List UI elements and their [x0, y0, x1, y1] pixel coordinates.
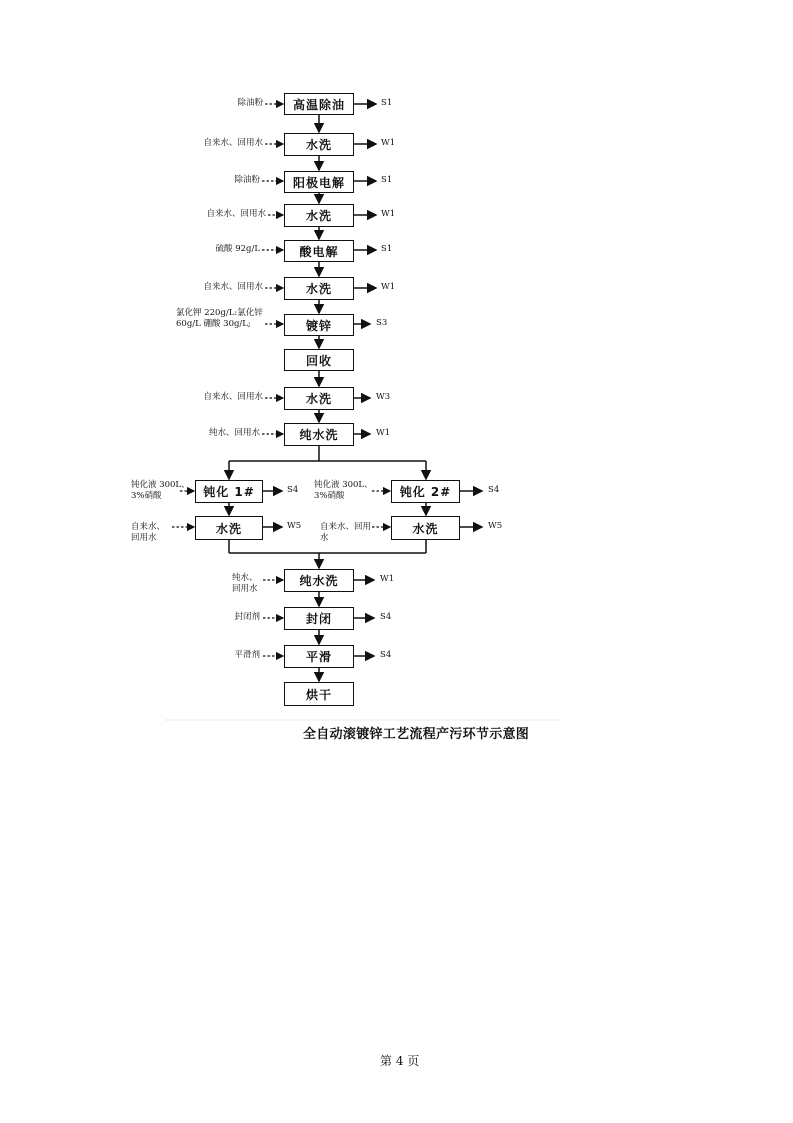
step-label: 纯水洗 — [299, 574, 339, 588]
input-label: 除油粉 — [234, 175, 260, 185]
step-label: 纯水洗 — [299, 428, 339, 442]
input-label: 自来水、回用水 — [203, 392, 263, 402]
step-wash-1-box — [284, 133, 354, 156]
step-passivation-1-box — [195, 480, 263, 503]
step-label: 钝化 2# — [399, 485, 452, 499]
input-label-line: 水 — [320, 533, 329, 543]
output-label: W5 — [488, 521, 503, 531]
input-label-line: 自来水、回用 — [320, 522, 372, 532]
input-label-line: 3%硝酸 — [131, 491, 162, 501]
output-label: S1 — [381, 175, 393, 185]
step-label: 烘干 — [305, 687, 332, 702]
step-galvanizing-box — [284, 314, 354, 336]
step-label: 水洗 — [215, 521, 242, 536]
output-label: W1 — [381, 282, 396, 292]
input-label-line: 钝化液 300L、 — [314, 480, 373, 490]
step-label: 水洗 — [305, 392, 332, 406]
output-label: W5 — [287, 521, 302, 531]
output-label: W1 — [381, 138, 396, 148]
input-label — [232, 573, 258, 595]
step-label: 水洗 — [305, 138, 332, 152]
figure-caption: 全自动滚镀锌工艺流程产污环节示意图 — [303, 727, 530, 742]
step-wash-2-box — [284, 204, 354, 227]
input-label-line: 纯水、 — [232, 573, 258, 583]
step-anodic-electrolysis-box — [284, 171, 354, 193]
input-label: 除油粉 — [237, 98, 263, 108]
step-label: 回收 — [305, 353, 332, 368]
output-label: S4 — [287, 485, 299, 495]
step-recovery-box — [284, 349, 354, 371]
input-label: 自来水、回用水 — [203, 138, 263, 148]
input-label-line: 氯化钾 220g/L:氯化锌 — [176, 308, 263, 318]
input-label: 自来水、回用水 — [206, 209, 266, 219]
input-label — [131, 480, 190, 502]
input-label: 自来水、回用水 — [203, 282, 263, 292]
step-degreasing-box — [284, 93, 354, 115]
step-label: 高温除油 — [292, 97, 345, 112]
input-label: 封闭剂 — [234, 612, 260, 622]
step-smoothing-box — [284, 645, 354, 668]
input-label-line: 自来水、 — [131, 522, 166, 532]
output-label: W3 — [376, 392, 391, 402]
input-label — [176, 308, 263, 330]
step-wash-5b-box — [391, 516, 460, 540]
step-wash-3-box — [284, 277, 354, 300]
step-label: 酸电解 — [299, 244, 339, 259]
step-drying-box — [284, 682, 354, 706]
input-label — [320, 522, 371, 544]
input-label-line: 60g/L 硼酸 30g/L; — [176, 319, 251, 329]
output-label: S4 — [488, 485, 500, 495]
output-label: W1 — [381, 209, 396, 219]
output-label: S1 — [381, 244, 393, 254]
step-sealing-box — [284, 607, 354, 630]
step-pure-water-wash-box — [284, 423, 354, 446]
step-label: 钝化 1# — [203, 485, 255, 499]
input-label — [314, 480, 373, 502]
output-label: S1 — [381, 98, 393, 108]
output-label: S4 — [380, 612, 392, 622]
input-label-line: 3%硝酸 — [314, 491, 345, 501]
step-label: 水洗 — [305, 282, 332, 296]
output-label: W1 — [376, 428, 391, 438]
step-label: 水洗 — [412, 521, 439, 536]
input-label-line: 钝化液 300L、 — [131, 480, 190, 490]
step-label: 阳极电解 — [292, 175, 345, 190]
page-number: 第 4 页 — [380, 1054, 420, 1068]
input-label: 纯水、回用水 — [208, 428, 260, 438]
step-label: 水洗 — [305, 209, 332, 223]
step-pure-water-wash-2-box — [284, 569, 354, 592]
step-wash-4-box — [284, 387, 354, 410]
output-label: S3 — [376, 318, 388, 328]
output-label: W1 — [380, 574, 395, 584]
input-label-line: 回用水 — [131, 533, 157, 543]
input-label: 硫酸 92g/L — [215, 244, 260, 254]
step-wash-5a-box — [195, 516, 263, 540]
step-passivation-2-box — [391, 480, 460, 503]
input-label: 平滑剂 — [234, 650, 260, 660]
step-acid-electrolysis-box — [284, 240, 354, 262]
output-label: S4 — [380, 650, 392, 660]
input-label-line: 回用水 — [232, 584, 258, 594]
input-label — [131, 522, 165, 544]
step-label: 封闭 — [305, 612, 332, 626]
step-label: 镀锌 — [305, 318, 332, 333]
step-label: 平滑 — [305, 650, 332, 664]
